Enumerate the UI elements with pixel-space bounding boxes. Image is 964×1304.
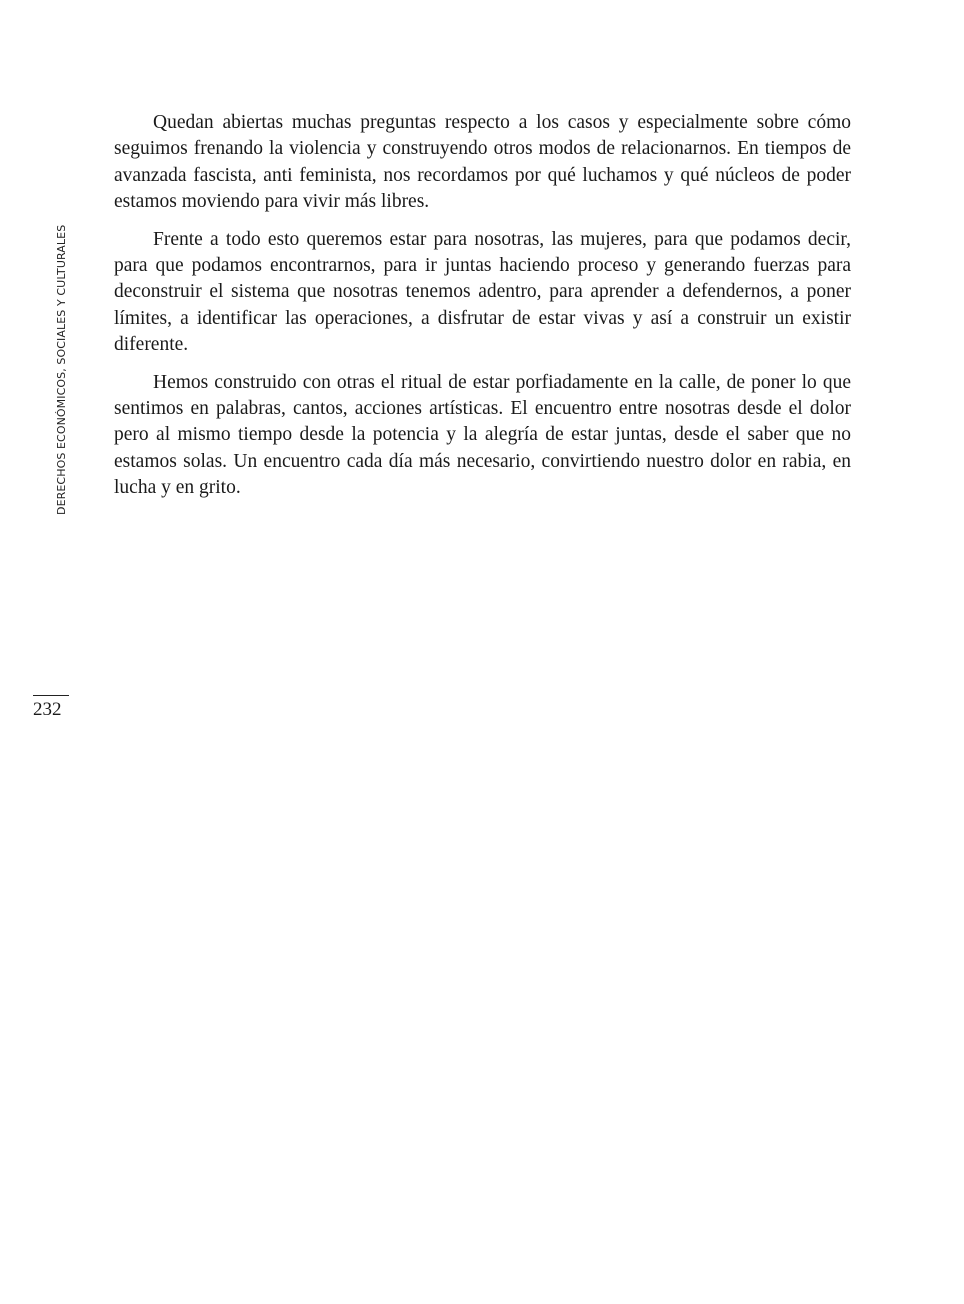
paragraph: Frente a todo esto queremos estar para nosotras, las mujeres, para que podamos decir, para que podamos encontrarnos, para ir juntas haciendo proceso y generando fuerzas para deconstruir el sistema que nosotras tenemos adentro, para aprender a defendernos, a poner límites, a identificar las operaciones, a disfrutar de estar vivas y así a construir un existir diferente. <box>114 228 851 356</box>
paragraph: Quedan abiertas muchas preguntas respecto a los casos y especialmente sobre cómo seguimos frenando la violencia y construyendo otros modos de relacionarnos. En tiempos de avanzada fascista, anti feminista, nos recordamos por qué luchamos y qué núcleos de poder estamos moviendo para vivir más libres. <box>114 112 851 213</box>
page-number-rule <box>33 695 69 696</box>
running-head: DERECHOS ECONÓMICOS, SOCIALES Y CULTURALES <box>55 224 68 515</box>
paragraph: Hemos construido con otras el ritual de estar porfiadamente en la calle, de poner lo que sentimos en palabras, cantos, acciones artísticas. El encuentro entre nosotras desde el dolor pero al mismo tiempo desde la potencia y la alegría de estar juntas, desde el saber que no estamos solas. Un encuentro cada día más necesario, convirtiendo nuestro dolor en rabia, en lucha y en grito. <box>114 371 851 499</box>
page-number: 232 <box>33 699 62 720</box>
body-text <box>114 110 851 513</box>
